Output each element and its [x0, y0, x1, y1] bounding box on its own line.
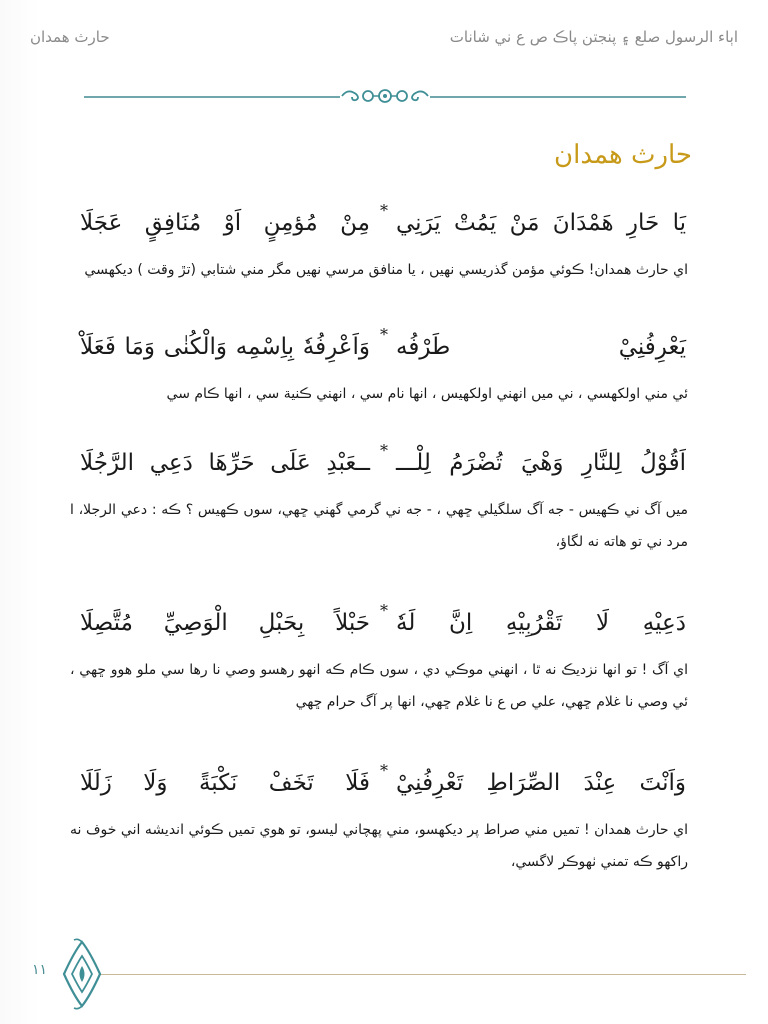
header-ornament-icon — [340, 86, 430, 106]
stanza — [70, 760, 696, 878]
stanza — [70, 600, 696, 718]
verse-translation: اي حارث همدان ! تميں مني صراط پر ديکهسو، مني پهچاني ليسو، تو هوي تميں ڪوئي انديشه اني خوف نه راکهو ڪه تمني ٺهوڪر لاگسي، — [70, 822, 688, 870]
verse-translation: اي حارث همدان! ڪوئي مؤمن گذريسي نهيں ، يا منافق مرسي نهيں مگر مني شتابي (تڙ وقت ) ديکهسي — [84, 262, 688, 278]
second-hemistich: حَبْلاً بِحَبْلِ الْوَصِيِّ مُتَّصِلَا — [80, 610, 370, 636]
poem-title: حارث همدان — [554, 140, 692, 170]
verse-line — [70, 600, 696, 646]
verse-line — [70, 200, 696, 246]
stanza — [70, 200, 696, 286]
page-number: ١١ — [32, 962, 48, 978]
second-hemistich: فَلَا تَخَفْ نَكْبَةً وَلَا زَلَلَا — [80, 770, 370, 796]
second-hemistich: وَاَعْرِفُهٗ بِاِسْمِه وَالْكُنٰى وَمَا فَعَلَاْ — [80, 334, 370, 360]
running-header — [30, 22, 738, 52]
first-hemistich: وَاَنْتَ عِنْدَ الصِّرَاطِ تَعْرِفُنِيْ — [396, 770, 686, 796]
verse-translation: ميں آگ ني ڪهيس - جه آگ سلگيلي ڇهي ، - جه ني گرمي گهني ڇهي، سوں ڪهيس ؟ ڪه : دعي الرجلا، ا مرد ني تو هاته نه لگاؤ، — [70, 502, 688, 550]
verse-line — [70, 440, 696, 486]
first-hemistich: دَعِيْهِ لَا تَقْرُبِيْهِ اِنَّ لَهٗ — [396, 610, 686, 636]
verse-translation: ئي مني اولکهسي ، ني ميں انهني اولکهيس ، انها نام سي ، انهني ڪنية سي ، انها ڪام سي — [166, 386, 688, 402]
verse-translation: اي آگ ! تو انها نزديڪ نه ٿا ، انهني موڪي دي ، سوں ڪام ڪه انهو رهسو وصي نا رها سي ملو هوو ڇهي ، ئي وصي نا غلام ڇهي، علي ص ع نا غلام ڇهي، انها پر آگ حرام ڇهي — [70, 662, 688, 710]
stanza — [70, 324, 696, 410]
verse-separator-star: * — [380, 325, 388, 344]
verse-separator-star: * — [380, 441, 388, 460]
first-hemistich: يَعْرِفُنِيْ طَرْفُه — [396, 334, 686, 360]
verse-line — [70, 760, 696, 806]
verse-line — [70, 324, 696, 370]
footer-divider — [100, 974, 746, 975]
footer-ornament-icon — [60, 938, 104, 1010]
stanza — [70, 440, 696, 558]
book-title: اٻاء الرسول صلع ۽ پنجتن پاڪ ص ع ني شانات — [449, 28, 738, 46]
first-hemistich: يَا حَارِ هَمْدَانَ مَنْ يَمُتْ يَرَنِي — [396, 210, 686, 236]
first-hemistich: اَقُوْلُ لِلنَّارِ وَهْيَ تُضْرَمُ لِلْـــ — [396, 450, 686, 476]
second-hemistich: ــعَبْدِ عَلَى حَرِّهَا دَعِي الرَّجُلَا — [80, 450, 370, 476]
second-hemistich: مِنْ مُؤمِنٍ اَوْ مُنَافِقٍ عَجَلَا — [80, 210, 370, 236]
verse-separator-star: * — [380, 601, 388, 620]
chapter-title: حارث همدان — [30, 28, 110, 46]
verse-separator-star: * — [380, 201, 388, 220]
verse-separator-star: * — [380, 761, 388, 780]
